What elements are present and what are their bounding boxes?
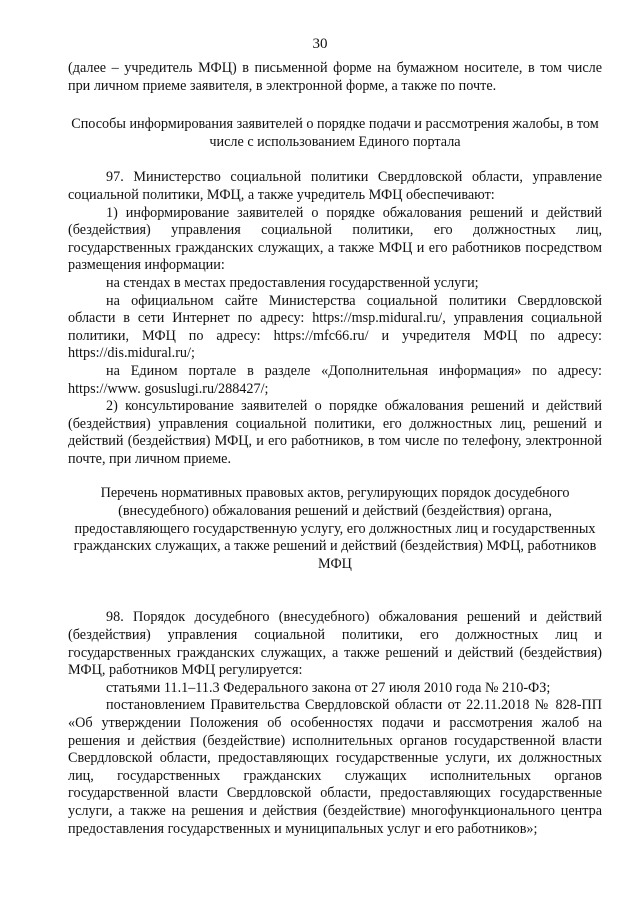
- paragraph-97-stands: на стендах в местах предоставления государственной услуги;: [106, 274, 479, 291]
- paragraph-97: 97. Министерство социальной политики Свердловской области, управление социальной политики, МФЦ, а также учредитель МФЦ обеспечивают:: [68, 169, 602, 203]
- paragraph-98: 98. Порядок досудебного (внесудебного) обжалования решений и действий (бездействия) управления социальной политики, его должностных лиц и государственных гражданских служащих, а также решений и действий (бездействия) МФЦ, работников МФЦ регулируется:: [68, 609, 602, 679]
- page-number: 30: [312, 36, 328, 52]
- paragraph-97-item-1: 1) информирование заявителей о порядке обжалования решений и действий (бездействия) управления социальной политики, его должностных лиц, государственных гражданских служащих, а также МФЦ и его работников посредством размещения информации:: [68, 204, 602, 274]
- section-heading-regulations: Перечень нормативных правовых актов, регулирующих порядок досудебного (внесудебного) обжалования решений и действий (бездействия) органа, предоставляющего государственную услугу, его должностных лиц и государственных гражданских служащих, а также решений и действий (бездействия) МФЦ, работников МФЦ: [73, 485, 597, 572]
- paragraph-97-website: на официальном сайте Министерства социальной политики Свердловской области в сети Интернет по адресу: https://msp.midural.ru/, управления социальной политики, МФЦ по адресу: https://mfc66.ru/ и учредителя МФЦ по адресу: https://dis.midural.ru/;: [68, 292, 602, 362]
- intro-paragraph: (далее – учредитель МФЦ) в письменной форме на бумажном носителе, в том числе при личном приеме заявителя, в электронной форме, а также по почте.: [68, 60, 602, 94]
- paragraph-98-federal-law: статьями 11.1–11.3 Федерального закона от 27 июля 2010 года № 210-ФЗ;: [106, 679, 551, 696]
- section-heading-complaint-info: Способы информирования заявителей о порядке подачи и рассмотрения жалобы, в том числе с использованием Единого портала: [71, 116, 599, 150]
- paragraph-97-item-2: 2) консультирование заявителей о порядке обжалования решений и действий (бездействия) управления социальной политики, его должностных лиц, решений и действий (бездействия) МФЦ, и его работников, в том числе по телефону, электронной почте, при личном приеме.: [68, 398, 602, 467]
- paragraph-97-unified-portal: на Едином портале в разделе «Дополнительная информация» по адресу: https://www. gosuslugi.ru/288427/;: [68, 362, 602, 397]
- document-body: [68, 60, 602, 838]
- paragraph-98-resolution: постановлением Правительства Свердловской области от 22.11.2018 № 828-ПП «Об утверждении Положения об особенностях подачи и рассмотрения жалоб на решения и действия (бездействие) исполнительных органов государственной власти Свердловской области, предоставляющих государственные услуги, их должностных лиц, государственных гражданских служащих исполнительных органов государственной власти Свердловской области, предоставляющих государственные услуги, а также на решения и действия (бездействие) многофункционального центра предоставления государственных и муниципальных услуг и его работников»;: [68, 697, 602, 837]
